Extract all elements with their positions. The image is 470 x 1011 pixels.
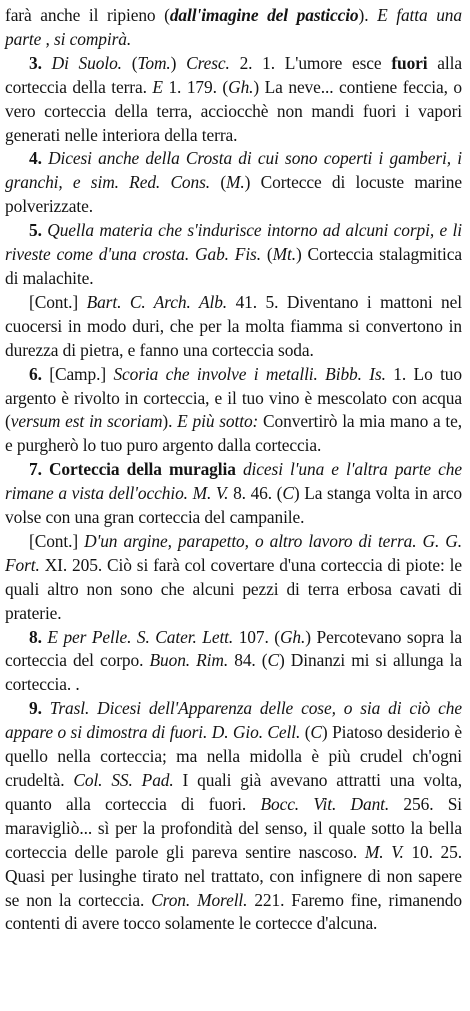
source-abbrev: M. bbox=[226, 172, 245, 193]
entry-text: XI. 205. Ciò si farà col covertare d'una corteccia di piote: le quali altro non sono che alcuni pezzi di terra erbosa cavati di praterie. bbox=[5, 554, 462, 623]
source-abbrev: Bocc. Vit. Dant. bbox=[260, 793, 390, 814]
entry-sense-8 bbox=[5, 626, 462, 698]
entry-text: ). bbox=[162, 411, 178, 432]
entry-text: 1. 179. ( bbox=[162, 76, 229, 97]
source-abbrev: Buon. Rim. bbox=[149, 650, 229, 671]
entry-text: ( bbox=[220, 172, 227, 193]
entry-text: 256. Si maravigliò... sì per la profondità del senso, il quale sotto la bella corteccia delle parole gli pareva sentire nascoso. bbox=[5, 793, 463, 862]
citation-text: E più sotto: bbox=[177, 411, 259, 432]
sense-number: 7. bbox=[29, 459, 42, 480]
sense-number: 5. bbox=[29, 220, 42, 241]
entry-sense-5 bbox=[5, 219, 462, 291]
sense-definition: Di Suolo. bbox=[41, 52, 132, 73]
sense-number: 4. bbox=[29, 148, 42, 169]
entry-text: I quali già avevano attratti una volta, quanto alla corteccia di fuori. bbox=[5, 770, 462, 814]
citation-text: E fatta una parte , si compirà. bbox=[5, 5, 462, 49]
entry-text: 41. 5. Diventano i mattoni nel cuocersi in modo duri, che per la molta fiamma si convertono in durezza di pietra, e fanno una corteccia soda. bbox=[5, 291, 462, 360]
sense-number: 9. bbox=[29, 698, 42, 719]
entry-sense-5-cont bbox=[5, 291, 462, 363]
entry-text: ) bbox=[170, 52, 187, 73]
entry-text: alla corteccia della terra. bbox=[5, 52, 462, 97]
entry-text: [Cont.] bbox=[29, 291, 87, 312]
source-abbrev: Col. SS. Pad. bbox=[73, 770, 174, 790]
entry-text: farà anche il ripieno ( bbox=[5, 5, 170, 25]
entry-text: ( bbox=[131, 52, 138, 73]
entry-text: ). bbox=[358, 5, 378, 25]
citation-title: dall'imagine del pasticcio bbox=[169, 5, 359, 25]
entry-text-bold: fuori bbox=[391, 52, 428, 73]
entry-text: [Camp.] bbox=[41, 363, 114, 384]
source-abbrev: C bbox=[267, 650, 279, 671]
entry-sense-4 bbox=[5, 147, 462, 219]
entry-text: 84. ( bbox=[228, 650, 268, 671]
entry-text: ) Cortecce di locuste marine polverizzate. bbox=[5, 172, 463, 217]
entry-sense-3 bbox=[5, 52, 462, 148]
source-abbrev: Gh. bbox=[279, 626, 306, 647]
source-abbrev: Mt. bbox=[272, 244, 296, 265]
source-abbrev: Cron. Morell. bbox=[151, 889, 248, 910]
source-abbrev: M. V. bbox=[364, 841, 404, 862]
entry-sense-9 bbox=[5, 697, 462, 936]
entry-text: 2. 1. L'umore esce bbox=[239, 52, 392, 73]
sense-definition: Trasl. Dicesi dell'Apparenza delle cose, o sia di ciò che appare o si dimostra di fuori. D. Gio. Cell. bbox=[5, 698, 462, 743]
headword-phrase: Corteccia della muraglia bbox=[41, 459, 236, 480]
sense-definition: dicesi l'una e l'altra parte che rimane a vista dell'occhio. M. V. bbox=[5, 459, 463, 504]
sense-definition: D'un argine, parapetto, o altro lavoro di terra. G. G. Fort. bbox=[5, 530, 463, 575]
entry-continuation bbox=[5, 4, 462, 52]
sense-number: 6. bbox=[29, 363, 42, 384]
source-abbrev: E bbox=[152, 76, 163, 97]
sense-definition: Dicesi anche della Crosta di cui sono coperti i gamberi, i granchi, e sim. Red. Cons. bbox=[5, 148, 462, 193]
latin-quote: versum est in scoriam bbox=[10, 411, 163, 432]
entry-text: 1. Lo tuo argento è rivolto in corteccia, e il tuo vino è mescolato con acqua ( bbox=[5, 363, 462, 432]
entry-sense-7-cont bbox=[5, 530, 462, 626]
entry-text: [Cont.] bbox=[29, 530, 85, 551]
sense-definition: Quella materia che s'indurisce intorno ad alcuni corpi, e li riveste come d'una crosta. Gab. Fis. bbox=[5, 220, 462, 265]
entry-text: ) Corteccia stalagmitica di malachite. bbox=[5, 244, 462, 288]
source-abbrev: C bbox=[282, 483, 294, 504]
entry-text: 221. Faremo fine, rimanendo contenti di avere tocco solamente le cortecce d'alcuna. bbox=[5, 889, 462, 934]
entry-text: ) Piatoso desiderio è quello nella corteccia; ma nella midolla è più crudel ch'ogni crudeltà. bbox=[5, 722, 462, 790]
entry-text: 10. 25. Quasi per lusinghe tirato nel trattato, con infignere di non sapere se non la corteccia. bbox=[5, 841, 462, 910]
source-abbrev: Tom. bbox=[137, 52, 171, 73]
source-abbrev: C bbox=[310, 722, 322, 743]
entry-sense-7 bbox=[5, 458, 462, 530]
entry-text: ) La stanga volta in arco volse con una gran corteccia del campanile. bbox=[5, 483, 463, 528]
sense-number: 8. bbox=[29, 626, 42, 647]
entry-sense-6 bbox=[5, 363, 462, 459]
source-abbrev: Cresc. bbox=[186, 52, 240, 73]
sense-definition: E per Pelle. S. Cater. Lett. bbox=[41, 626, 234, 647]
source-abbrev: Gh. bbox=[228, 76, 254, 97]
entry-text: ( bbox=[266, 244, 273, 265]
entry-text: ) Percotevano sopra la corteccia del corpo. bbox=[5, 626, 462, 671]
entry-text: ( bbox=[300, 722, 311, 743]
sense-number: 3. bbox=[29, 52, 42, 73]
entry-text: 8. 46. ( bbox=[228, 483, 283, 504]
source-abbrev: Bart. C. Arch. Alb. bbox=[86, 291, 228, 312]
entry-text: Convertirò la mia mano a te, e purgherò lo tuo puro argento dalla corteccia. bbox=[5, 411, 462, 456]
entry-text: ) Dinanzi mi si allunga la corteccia. . bbox=[5, 650, 462, 695]
entry-text: ) La neve... contiene feccia, o vero corteccia della terra, acciocchè non mandi fuori i vapori generati nelle interiora della terra. bbox=[5, 76, 462, 145]
sense-definition: Scoria che involve i metalli. Bibb. Is. bbox=[113, 363, 386, 384]
entry-text: 107. ( bbox=[233, 626, 280, 647]
